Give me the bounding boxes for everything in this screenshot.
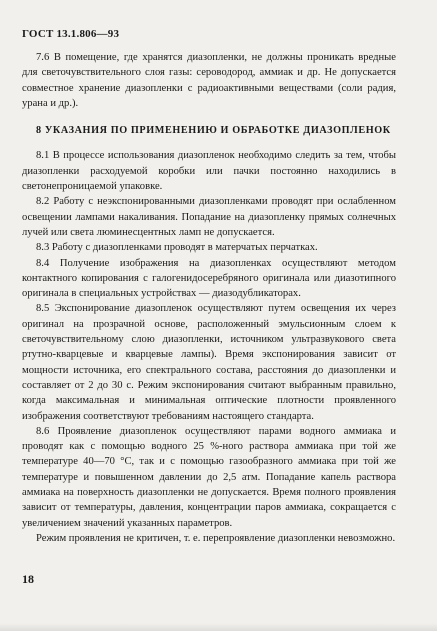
paragraph-8-2: 8.2 Работу с неэкспонированными диазопленками проводят при ослабленном освещении лампами накаливания. Попадание на диазопленку прямых солнечных лучей или света люминесцентных ламп не допускается. [22, 196, 396, 238]
section-heading: 8 УКАЗАНИЯ ПО ПРИМЕНЕНИЮ И ОБРАБОТКЕ ДИАЗОПЛЕНОК [36, 125, 391, 137]
page-edge-shadow [0, 623, 437, 631]
paragraph-7-6: 7.6 В помещение, где хранятся диазопленки, не должны проникать вредные для светочувствительного слоя газы: сероводород, аммиак и др. Не допускается совместное хранение диазопленки с радиоактивными веществами (соли радия, урана и др.). [22, 52, 396, 109]
page-number: 18 [22, 572, 34, 586]
paragraph-8-3: 8.3 Работу с диазопленками проводят в матерчатых перчатках. [36, 242, 318, 254]
paragraph-development-mode: Режим проявления не критичен, т. е. перепроявление диазопленки невозможно. [36, 532, 396, 544]
paragraph-8-1: 8.1 В процессе использования диазопленок необходимо следить за тем, чтобы диазопленки расходуемой коробки или пачки постоянно находились в светонепроницаемой упаковке. [22, 150, 396, 193]
paragraph-8-5: 8.5 Экспонирование диазопленок осуществляют путем освещения их через оригинал на прозрачной основе, расположенный эмульсионным слоем к светочувствительному слою диазопленки, источником ультразвукового света ртутно-кварцевые и кварцевые лампы). Время экспонирования зависит от мощности источника, его спектрального состава, расстояния до диазопленки и составляет от 2 до 30 с. Режим экспонирования считают выбранным правильно, когда максимальная и минимальная оптические плотности проявленного изображения соответствуют требованиям настоящего стандарта. [22, 303, 396, 422]
document-header: ГОСТ 13.1.806—93 [22, 28, 120, 40]
document-body [22, 50, 396, 546]
paragraph-8-6: 8.6 Проявление диазопленок осуществляют парами водного аммиака и проводят как с помощью водного 25 %-ного раствора аммиака при той же температуре 40—70 °С, так и с помощью газообразного аммиака при той же температуре и повышенном давлении до 2,5 атм. Попадание капель раствора аммиака на поверхность диазопленки не допускается. Время полного проявления зависит от температуры, давления, концентрации паров аммиака, сокращается с увеличением значений указанных параметров. [22, 425, 396, 529]
paragraph-8-4: 8.4 Получение изображения на диазопленках осуществляют методом контактного копирования с галогенидосеребряного оригинала или диазотипного оригинала в специальных устройствах — диазодубликаторах. [22, 257, 396, 300]
